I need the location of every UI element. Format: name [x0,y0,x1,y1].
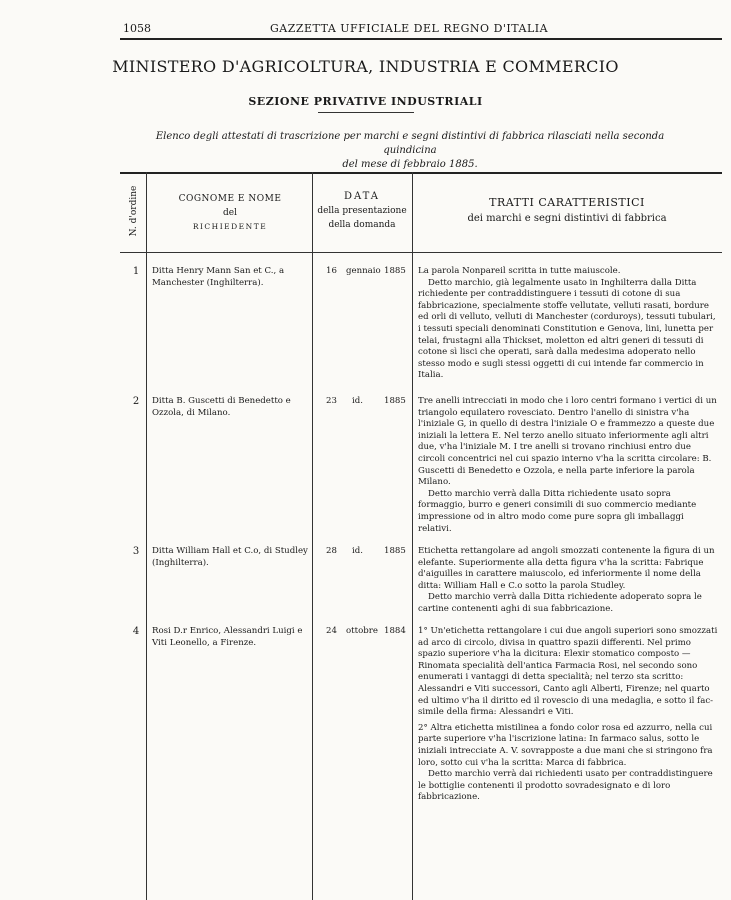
page-number: 1058 [123,22,151,35]
entry-date-year: 1885 [384,546,406,556]
entry-date-year: 1884 [384,626,406,636]
section-underline [318,112,414,113]
entry-applicant: Ditta B. Guscetti di Benedetto e Ozzola, di Milano. [152,396,291,418]
entry-date-day: 16 [326,266,337,276]
intro-line-2: del mese di febbraio 1885. [342,159,478,170]
col-header-name: COGNOME E NOME del RICHIEDENTE [178,194,282,231]
entry-date-day: 24 [326,626,337,636]
intro-text [140,130,680,172]
entry-date-month: id. [352,546,363,556]
entry-number: 1 [132,266,140,277]
entry-applicant: Rosi D.r Enrico, Alessandri Luigi e Viti Leonello, a Firenze. [152,626,303,648]
entry-applicant: Ditta Henry Mann San et C., a Manchester (Inghilterra). [152,266,285,288]
header-rule [120,38,722,40]
entry-date-month: gennaio [346,266,381,276]
entry-number: 4 [132,626,140,637]
entry-traits: 1° Un'etichetta rettangolare i cui due angoli superiori sono smozzati ad arco di circolo, divisa in quattro spazii differenti. Nel primo spazio superiore v'ha la dicitura: Elexir stomatico composto — Rinomata specialità dell'antica Farmacia Rosi, nel secondo sono enumerati i vantaggi di detta specialità; nel terzo sta scritto: Alessandri e Viti successori, Canto agli Alberti, Firenze; nel quarto ed ultimo v'ha il diritto ed il rovescio di una medaglia, e sotto il fac-simile della firma: Alessandri e Viti. 2° Altra etichetta mistilinea a fondo color rosa ed azzurro, nella cui parte superiore v'ha l'iscrizione latina: In farmaco salus, sotto le iniziali intrecciate A. V. sovrapposte a due mani che si stringono fra loro, sotto cui v'ha la scritta: Marca di fabbrica. Detto marchio verrà dai richiedenti usato per contraddistinguere le bottiglie contenenti il prodotto sovradesignato e di loro fabbricazione. [418,626,718,803]
ministry-title: MINISTERO D'AGRICOLTURA, INDUSTRIA E COMMERCIO [112,57,619,76]
col-divider-2 [312,172,313,900]
entry-number: 2 [132,396,140,407]
entry-date-month: ottobre [346,626,378,636]
entry-number: 3 [132,546,140,557]
col-divider-1 [146,172,147,900]
col-header-number: N. d'ordine [129,185,139,237]
entry-applicant: Ditta William Hall et C.o, di Studley (Inghilterra). [152,546,308,568]
entry-date-month: id. [352,396,363,406]
entry-traits: La parola Nonpareil scritta in tutte maiuscole. Detto marchio, già legalmente usato in Inghilterra dalla Ditta richiedente per contraddistinguere i tessuti di cotone di sua fabbricazione, specialmente stoffe vellutate, velluti rasati, bordure ed orli di velluto, velluti di Manchester (corduroys), tessuti tubulari, i tessuti speciali denominati Constitution e Genova, lini, lunetta per telai, frustagni alla Thickset, moletton ed altri generi di tessuti di cotone sì lisci che operati, sarà dalla medesima adoperato nello stesso modo e sugli stessi oggetti di cui intende far commercio in Italia. [418,266,716,381]
entry-traits: Tre anelli intrecciati in modo che i loro centri formano i vertici di un triangolo equilatero rovesciato. Dentro l'anello di sinistra v'ha l'iniziale G, in quello di destra l'iniziale O e frammezzo a queste due iniziali la lettera E. Nel terzo anello situato inferiormente agli altri due, v'ha l'iniziale M. I tre anelli si trovano rinchiusi entro due circoli concentrici nel cui spazio interno v'ha la scritta circolare: B. Guscetti di Benedetto e Ozzola, e nella parte inferiore la parola Milano. Detto marchio verrà dalla Ditta richiedente usato sopra formaggio, burro e generi consimili di suo commercio mediante impressione od in altro modo come pure sopra gli imballaggi relativi. [418,396,717,534]
col-header-date: DATA della presentazione della domanda [317,191,407,230]
section-title: SEZIONE PRIVATIVE INDUSTRIALI [248,95,483,108]
entry-date-day: 28 [326,546,337,556]
entry-date-year: 1885 [384,396,406,406]
entry-traits: Etichetta rettangolare ad angoli smozzati contenente la figura di un elefante. Superiormente alla detta figura v'ha la scritta: Fabrique d'aiguilles in carattere maiuscolo, ed inferiormente il nome della ditta: William Hall e C.o sotto la parola Studley. Detto marchio verrà dalla Ditta richiedente adoperato sopra le cartine contenenti aghi di sua fabbricazione. [418,546,715,614]
table-header-rule [120,252,722,253]
col-header-traits: TRATTI CARATTERISTICI dei marchi e segni distintivi di fabbrica [467,196,667,224]
col-divider-3 [412,172,413,900]
entry-date-day: 23 [326,396,337,406]
gazette-title: GAZZETTA UFFICIALE DEL REGNO D'ITALIA [270,22,549,35]
intro-line-1: Elenco degli attestati di trascrizione per marchi e segni distintivi di fabbrica rilasciati nella seconda quindicina [155,131,665,156]
entry-date-year: 1885 [384,266,406,276]
table-top-rule [120,172,722,174]
